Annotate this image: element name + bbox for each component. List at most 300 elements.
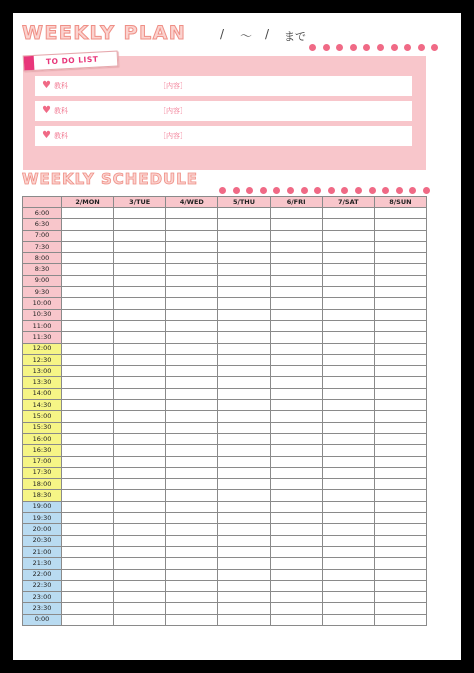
- schedule-cell[interactable]: [62, 388, 114, 399]
- schedule-cell[interactable]: [114, 366, 166, 377]
- dot-divider-top: [309, 44, 445, 52]
- schedule-cell[interactable]: [270, 287, 322, 298]
- schedule-cell[interactable]: [62, 467, 114, 478]
- schedule-cell[interactable]: [218, 501, 270, 512]
- schedule-cell[interactable]: [374, 546, 426, 557]
- schedule-cell[interactable]: [218, 580, 270, 591]
- schedule-cell[interactable]: [322, 241, 374, 252]
- schedule-cell[interactable]: [62, 614, 114, 625]
- schedule-cell[interactable]: [114, 603, 166, 614]
- schedule-cell[interactable]: [62, 501, 114, 512]
- schedule-cell[interactable]: [62, 332, 114, 343]
- schedule-cell[interactable]: [374, 253, 426, 264]
- schedule-cell[interactable]: [322, 422, 374, 433]
- schedule-cell[interactable]: [218, 287, 270, 298]
- time-cell: 23:30: [23, 603, 62, 614]
- decor-dot: [328, 187, 335, 194]
- schedule-cell[interactable]: [374, 275, 426, 286]
- schedule-cell[interactable]: [62, 422, 114, 433]
- schedule-cell[interactable]: [218, 558, 270, 569]
- schedule-cell[interactable]: [270, 456, 322, 467]
- schedule-cell[interactable]: [114, 467, 166, 478]
- schedule-cell[interactable]: [322, 298, 374, 309]
- schedule-cell[interactable]: [218, 524, 270, 535]
- schedule-cell[interactable]: [374, 366, 426, 377]
- decor-dot: [273, 187, 280, 194]
- schedule-cell[interactable]: [62, 524, 114, 535]
- schedule-cell[interactable]: [322, 208, 374, 219]
- schedule-cell[interactable]: [114, 592, 166, 603]
- time-cell: 10:30: [23, 309, 62, 320]
- schedule-cell[interactable]: [114, 332, 166, 343]
- schedule-cell[interactable]: [374, 479, 426, 490]
- schedule-cell[interactable]: [322, 320, 374, 331]
- schedule-cell[interactable]: [114, 614, 166, 625]
- schedule-cell[interactable]: [270, 603, 322, 614]
- schedule-cell[interactable]: [62, 366, 114, 377]
- heart-icon: ♥: [42, 80, 51, 91]
- schedule-cell[interactable]: [62, 400, 114, 411]
- schedule-cell[interactable]: [114, 343, 166, 354]
- schedule-cell[interactable]: [322, 535, 374, 546]
- schedule-cell[interactable]: [218, 400, 270, 411]
- schedule-cell[interactable]: [166, 535, 218, 546]
- schedule-cell[interactable]: [62, 264, 114, 275]
- schedule-cell[interactable]: [374, 445, 426, 456]
- schedule-cell[interactable]: [114, 456, 166, 467]
- schedule-cell[interactable]: [166, 354, 218, 365]
- schedule-cell[interactable]: [114, 298, 166, 309]
- schedule-cell[interactable]: [166, 422, 218, 433]
- schedule-cell[interactable]: [218, 614, 270, 625]
- schedule-cell[interactable]: [322, 445, 374, 456]
- schedule-cell[interactable]: [62, 343, 114, 354]
- schedule-cell[interactable]: [322, 253, 374, 264]
- schedule-cell[interactable]: [166, 219, 218, 230]
- decor-dot: [369, 187, 376, 194]
- schedule-cell[interactable]: [218, 467, 270, 478]
- schedule-cell[interactable]: [374, 580, 426, 591]
- schedule-cell[interactable]: [166, 445, 218, 456]
- schedule-cell[interactable]: [270, 332, 322, 343]
- schedule-cell[interactable]: [62, 275, 114, 286]
- schedule-cell[interactable]: [218, 275, 270, 286]
- schedule-cell[interactable]: [218, 479, 270, 490]
- schedule-cell[interactable]: [166, 501, 218, 512]
- schedule-cell[interactable]: [166, 287, 218, 298]
- schedule-cell[interactable]: [270, 524, 322, 535]
- schedule-cell[interactable]: [270, 208, 322, 219]
- schedule-cell[interactable]: [322, 603, 374, 614]
- schedule-cell[interactable]: [166, 479, 218, 490]
- schedule-cell[interactable]: [270, 614, 322, 625]
- schedule-cell[interactable]: [322, 467, 374, 478]
- schedule-cell[interactable]: [166, 366, 218, 377]
- schedule-cell[interactable]: [114, 320, 166, 331]
- schedule-cell[interactable]: [114, 354, 166, 365]
- schedule-cell[interactable]: [322, 354, 374, 365]
- schedule-cell[interactable]: [114, 535, 166, 546]
- time-cell: 19:30: [23, 513, 62, 524]
- schedule-cell[interactable]: [218, 241, 270, 252]
- schedule-cell[interactable]: [270, 592, 322, 603]
- schedule-cell[interactable]: [322, 343, 374, 354]
- schedule-cell[interactable]: [114, 230, 166, 241]
- schedule-cell[interactable]: [218, 422, 270, 433]
- schedule-cell[interactable]: [270, 535, 322, 546]
- schedule-cell[interactable]: [322, 219, 374, 230]
- schedule-cell[interactable]: [218, 354, 270, 365]
- schedule-cell[interactable]: [62, 253, 114, 264]
- tab-marker: [24, 56, 35, 71]
- schedule-cell[interactable]: [322, 411, 374, 422]
- schedule-cell[interactable]: [166, 513, 218, 524]
- schedule-cell[interactable]: [218, 343, 270, 354]
- schedule-cell[interactable]: [166, 456, 218, 467]
- schedule-cell[interactable]: [322, 513, 374, 524]
- schedule-cell[interactable]: [322, 433, 374, 444]
- schedule-cell[interactable]: [374, 230, 426, 241]
- schedule-cell[interactable]: [218, 546, 270, 557]
- schedule-cell[interactable]: [218, 456, 270, 467]
- schedule-cell[interactable]: [218, 377, 270, 388]
- schedule-cell[interactable]: [166, 524, 218, 535]
- schedule-cell[interactable]: [322, 377, 374, 388]
- schedule-cell[interactable]: [166, 264, 218, 275]
- schedule-cell[interactable]: [374, 513, 426, 524]
- schedule-cell[interactable]: [218, 230, 270, 241]
- schedule-cell[interactable]: [166, 275, 218, 286]
- schedule-cell[interactable]: [270, 479, 322, 490]
- schedule-cell[interactable]: [166, 320, 218, 331]
- table-row: [23, 388, 427, 399]
- schedule-cell[interactable]: [374, 309, 426, 320]
- todo-row[interactable]: [35, 101, 412, 121]
- schedule-cell[interactable]: [322, 230, 374, 241]
- schedule-cell[interactable]: [62, 377, 114, 388]
- time-cell: 19:00: [23, 501, 62, 512]
- schedule-cell[interactable]: [62, 287, 114, 298]
- decor-dot: [377, 44, 384, 51]
- schedule-cell[interactable]: [62, 580, 114, 591]
- schedule-cell[interactable]: [270, 569, 322, 580]
- schedule-cell[interactable]: [270, 366, 322, 377]
- schedule-cell[interactable]: [166, 592, 218, 603]
- schedule-cell[interactable]: [374, 332, 426, 343]
- schedule-cell[interactable]: [374, 422, 426, 433]
- schedule-cell[interactable]: [374, 241, 426, 252]
- schedule-cell[interactable]: [62, 208, 114, 219]
- schedule-cell[interactable]: [322, 546, 374, 557]
- schedule-cell[interactable]: [114, 377, 166, 388]
- decor-dot: [423, 187, 430, 194]
- decor-dot: [323, 44, 330, 51]
- schedule-cell[interactable]: [322, 558, 374, 569]
- schedule-cell[interactable]: [218, 490, 270, 501]
- schedule-cell[interactable]: [166, 603, 218, 614]
- schedule-cell[interactable]: [62, 411, 114, 422]
- schedule-cell[interactable]: [322, 275, 374, 286]
- schedule-cell[interactable]: [322, 524, 374, 535]
- schedule-cell[interactable]: [114, 287, 166, 298]
- schedule-cell[interactable]: [374, 501, 426, 512]
- time-cell: 13:30: [23, 377, 62, 388]
- schedule-cell[interactable]: [166, 411, 218, 422]
- schedule-cell[interactable]: [62, 558, 114, 569]
- schedule-cell[interactable]: [166, 208, 218, 219]
- schedule-cell[interactable]: [270, 264, 322, 275]
- schedule-cell[interactable]: [322, 456, 374, 467]
- table-row: [23, 287, 427, 298]
- table-row: [23, 219, 427, 230]
- schedule-cell[interactable]: [270, 422, 322, 433]
- schedule-cell[interactable]: [114, 275, 166, 286]
- schedule-cell[interactable]: [218, 445, 270, 456]
- schedule-cell[interactable]: [114, 479, 166, 490]
- schedule-cell[interactable]: [374, 603, 426, 614]
- schedule-cell[interactable]: [270, 219, 322, 230]
- schedule-cell[interactable]: [114, 569, 166, 580]
- todo-row[interactable]: [35, 126, 412, 146]
- schedule-cell[interactable]: [218, 309, 270, 320]
- schedule-table: [22, 196, 427, 626]
- table-row: [23, 603, 427, 614]
- schedule-cell[interactable]: [322, 400, 374, 411]
- schedule-cell[interactable]: [270, 377, 322, 388]
- schedule-cell[interactable]: [322, 287, 374, 298]
- schedule-cell[interactable]: [62, 445, 114, 456]
- schedule-cell[interactable]: [62, 219, 114, 230]
- schedule-cell[interactable]: [166, 400, 218, 411]
- schedule-cell[interactable]: [374, 411, 426, 422]
- schedule-cell[interactable]: [374, 467, 426, 478]
- schedule-cell[interactable]: [270, 298, 322, 309]
- schedule-cell[interactable]: [62, 354, 114, 365]
- schedule-cell[interactable]: [322, 309, 374, 320]
- schedule-cell[interactable]: [114, 253, 166, 264]
- schedule-cell[interactable]: [62, 546, 114, 557]
- schedule-cell[interactable]: [166, 253, 218, 264]
- schedule-cell[interactable]: [374, 558, 426, 569]
- schedule-cell[interactable]: [218, 298, 270, 309]
- schedule-cell[interactable]: [166, 580, 218, 591]
- schedule-cell[interactable]: [166, 298, 218, 309]
- schedule-cell[interactable]: [270, 546, 322, 557]
- todo-subject: 教科: [54, 82, 68, 90]
- todo-content: ［内容］: [159, 82, 187, 90]
- schedule-cell[interactable]: [374, 569, 426, 580]
- schedule-cell[interactable]: [270, 230, 322, 241]
- schedule-cell[interactable]: [114, 490, 166, 501]
- schedule-cell[interactable]: [270, 275, 322, 286]
- time-cell: 18:30: [23, 490, 62, 501]
- schedule-cell[interactable]: [166, 343, 218, 354]
- schedule-cell[interactable]: [62, 309, 114, 320]
- schedule-cell[interactable]: [322, 479, 374, 490]
- schedule-cell[interactable]: [114, 524, 166, 535]
- schedule-cell[interactable]: [322, 569, 374, 580]
- schedule-cell[interactable]: [322, 332, 374, 343]
- schedule-cell[interactable]: [218, 332, 270, 343]
- schedule-cell[interactable]: [270, 501, 322, 512]
- schedule-cell[interactable]: [218, 320, 270, 331]
- schedule-cell[interactable]: [114, 546, 166, 557]
- schedule-cell[interactable]: [114, 400, 166, 411]
- schedule-cell[interactable]: [322, 366, 374, 377]
- schedule-cell[interactable]: [114, 219, 166, 230]
- schedule-cell[interactable]: [114, 501, 166, 512]
- schedule-cell[interactable]: [166, 388, 218, 399]
- schedule-cell[interactable]: [114, 433, 166, 444]
- table-row: [23, 524, 427, 535]
- schedule-cell[interactable]: [374, 287, 426, 298]
- schedule-cell[interactable]: [270, 411, 322, 422]
- schedule-cell[interactable]: [374, 614, 426, 625]
- schedule-cell[interactable]: [166, 230, 218, 241]
- time-cell: 21:00: [23, 546, 62, 557]
- schedule-cell[interactable]: [270, 513, 322, 524]
- schedule-cell[interactable]: [166, 332, 218, 343]
- schedule-cell[interactable]: [374, 208, 426, 219]
- schedule-cell[interactable]: [62, 592, 114, 603]
- schedule-cell[interactable]: [218, 569, 270, 580]
- table-row: [23, 490, 427, 501]
- schedule-cell[interactable]: [62, 569, 114, 580]
- schedule-cell[interactable]: [218, 603, 270, 614]
- schedule-cell[interactable]: [62, 479, 114, 490]
- schedule-cell[interactable]: [114, 513, 166, 524]
- schedule-cell[interactable]: [218, 208, 270, 219]
- schedule-cell[interactable]: [322, 614, 374, 625]
- todo-row[interactable]: [35, 76, 412, 96]
- schedule-cell[interactable]: [166, 558, 218, 569]
- time-cell: 20:30: [23, 535, 62, 546]
- schedule-cell[interactable]: [62, 603, 114, 614]
- schedule-cell[interactable]: [270, 343, 322, 354]
- schedule-cell[interactable]: [218, 253, 270, 264]
- schedule-cell[interactable]: [374, 320, 426, 331]
- date-tilde: 〜: [240, 29, 253, 43]
- schedule-cell[interactable]: [166, 309, 218, 320]
- schedule-cell[interactable]: [114, 411, 166, 422]
- schedule-cell[interactable]: [322, 388, 374, 399]
- schedule-cell[interactable]: [374, 354, 426, 365]
- schedule-cell[interactable]: [62, 490, 114, 501]
- schedule-cell[interactable]: [270, 580, 322, 591]
- schedule-cell[interactable]: [374, 219, 426, 230]
- schedule-cell[interactable]: [218, 388, 270, 399]
- schedule-cell[interactable]: [218, 219, 270, 230]
- time-cell: 8:30: [23, 264, 62, 275]
- todo-content: ［内容］: [159, 107, 187, 115]
- schedule-cell[interactable]: [322, 264, 374, 275]
- schedule-cell[interactable]: [114, 580, 166, 591]
- decor-dot: [309, 44, 316, 51]
- schedule-cell[interactable]: [374, 490, 426, 501]
- schedule-cell[interactable]: [218, 264, 270, 275]
- heart-icon: ♥: [42, 105, 51, 116]
- schedule-cell[interactable]: [114, 208, 166, 219]
- schedule-cell[interactable]: [374, 377, 426, 388]
- schedule-cell[interactable]: [374, 298, 426, 309]
- schedule-cell[interactable]: [374, 400, 426, 411]
- decor-dot: [404, 44, 411, 51]
- schedule-cell[interactable]: [62, 513, 114, 524]
- time-cell: 9:30: [23, 287, 62, 298]
- schedule-cell[interactable]: [166, 467, 218, 478]
- schedule-cell[interactable]: [218, 366, 270, 377]
- schedule-cell[interactable]: [374, 592, 426, 603]
- schedule-cell[interactable]: [62, 298, 114, 309]
- schedule-cell[interactable]: [114, 445, 166, 456]
- schedule-cell[interactable]: [270, 354, 322, 365]
- table-row: [23, 275, 427, 286]
- schedule-cell[interactable]: [62, 535, 114, 546]
- schedule-cell[interactable]: [270, 241, 322, 252]
- schedule-cell[interactable]: [166, 546, 218, 557]
- table-row: [23, 467, 427, 478]
- schedule-cell[interactable]: [270, 253, 322, 264]
- schedule-cell[interactable]: [374, 456, 426, 467]
- schedule-cell[interactable]: [166, 241, 218, 252]
- schedule-cell[interactable]: [374, 264, 426, 275]
- schedule-cell[interactable]: [114, 388, 166, 399]
- schedule-cell[interactable]: [374, 343, 426, 354]
- schedule-cell[interactable]: [270, 490, 322, 501]
- schedule-cell[interactable]: [270, 388, 322, 399]
- schedule-cell[interactable]: [114, 309, 166, 320]
- schedule-cell[interactable]: [322, 501, 374, 512]
- schedule-cell[interactable]: [374, 388, 426, 399]
- schedule-cell[interactable]: [374, 524, 426, 535]
- schedule-cell[interactable]: [114, 422, 166, 433]
- schedule-cell[interactable]: [218, 535, 270, 546]
- schedule-cell[interactable]: [270, 467, 322, 478]
- schedule-cell[interactable]: [62, 230, 114, 241]
- schedule-cell[interactable]: [166, 433, 218, 444]
- schedule-cell[interactable]: [322, 580, 374, 591]
- schedule-cell[interactable]: [270, 433, 322, 444]
- schedule-cell[interactable]: [62, 456, 114, 467]
- schedule-cell[interactable]: [114, 264, 166, 275]
- schedule-cell[interactable]: [62, 241, 114, 252]
- schedule-cell[interactable]: [270, 400, 322, 411]
- schedule-cell[interactable]: [374, 433, 426, 444]
- schedule-cell[interactable]: [114, 241, 166, 252]
- schedule-cell[interactable]: [270, 445, 322, 456]
- schedule-cell[interactable]: [166, 377, 218, 388]
- schedule-cell[interactable]: [218, 433, 270, 444]
- schedule-cell[interactable]: [322, 592, 374, 603]
- schedule-cell[interactable]: [62, 320, 114, 331]
- schedule-cell[interactable]: [166, 614, 218, 625]
- time-cell: 9:00: [23, 275, 62, 286]
- schedule-cell[interactable]: [270, 558, 322, 569]
- schedule-cell[interactable]: [218, 411, 270, 422]
- schedule-cell[interactable]: [270, 309, 322, 320]
- schedule-cell[interactable]: [114, 558, 166, 569]
- schedule-cell[interactable]: [166, 490, 218, 501]
- decor-dot: [382, 187, 389, 194]
- schedule-cell[interactable]: [62, 433, 114, 444]
- schedule-cell[interactable]: [322, 490, 374, 501]
- time-cell: 7:30: [23, 241, 62, 252]
- schedule-cell[interactable]: [374, 535, 426, 546]
- schedule-cell[interactable]: [218, 513, 270, 524]
- schedule-cell[interactable]: [270, 320, 322, 331]
- schedule-cell[interactable]: [166, 569, 218, 580]
- schedule-cell[interactable]: [218, 592, 270, 603]
